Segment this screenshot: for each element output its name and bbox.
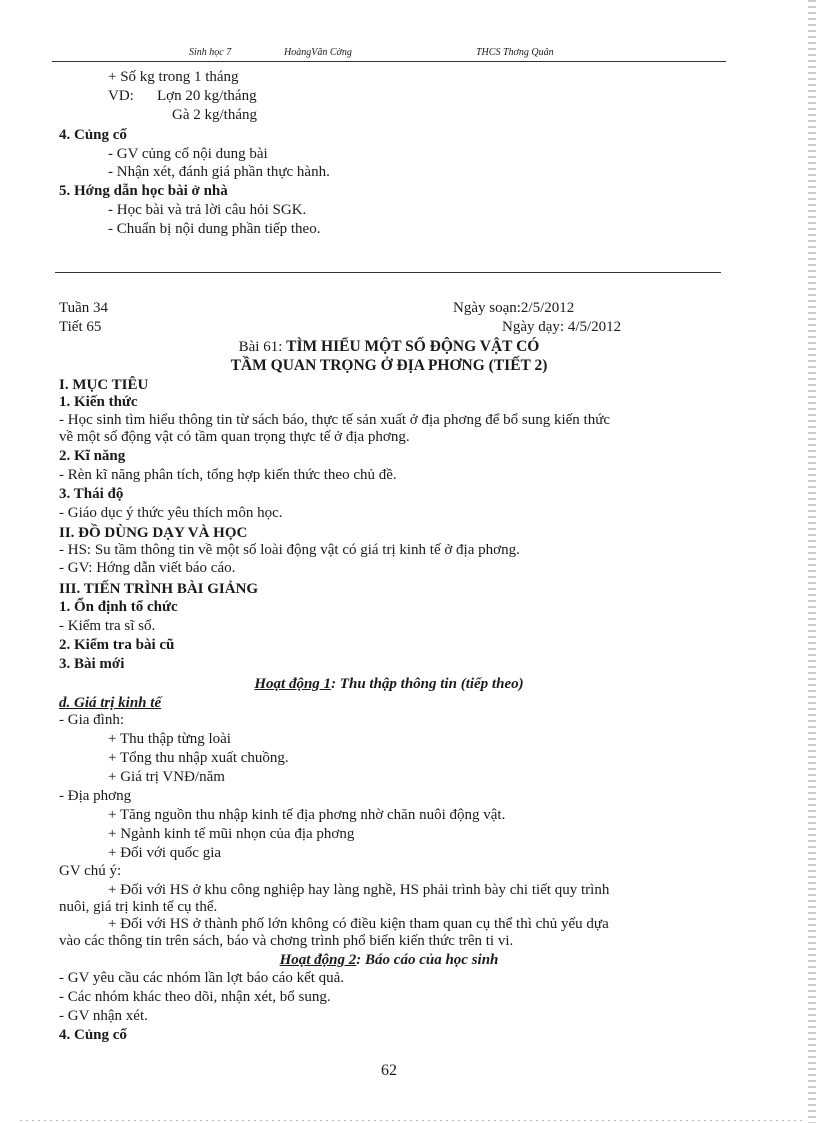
section-heading: III. TIẾN TRÌNH BÀI GIẢNG: [59, 581, 259, 597]
activity-1-heading: [52, 675, 726, 693]
activity-2-label: Hoạt động 2: [279, 952, 357, 968]
period-label: Tiết 65: [59, 319, 102, 335]
vd-label: VD:: [108, 88, 134, 104]
text-line: - Học sinh tìm hiểu thông tin từ sách báo, thực tế sản xuất ở địa phơng để bổ sung kiến thức: [59, 412, 610, 428]
subsection-heading: 1. Ổn định tổ chức: [59, 599, 178, 615]
activity-1-title: : Thu thập thông tin (tiếp theo): [331, 676, 524, 692]
text-line: - GV củng cố nội dung bài: [108, 146, 268, 162]
activity-1-label: Hoạt động 1: [254, 676, 332, 692]
text-line: - GV: Hớng dẫn viết báo cáo.: [59, 560, 236, 576]
text-line: - GV nhận xét.: [59, 1008, 148, 1024]
text-line: - Các nhóm khác theo dõi, nhận xét, bổ sung.: [59, 989, 331, 1005]
text-line: + Tăng nguồn thu nhập kinh tế địa phơng nhờ chăn nuôi động vật.: [108, 807, 506, 823]
text-line: - HS: Su tầm thông tin về một số loài động vật có giá trị kinh tế ở địa phơng.: [59, 542, 520, 558]
text-line: nuôi, giá trị kinh tế cụ thể.: [59, 899, 218, 915]
week-label: Tuần 34: [59, 300, 109, 316]
text-line: - Kiểm tra sĩ số.: [59, 618, 156, 634]
lesson-title-line1: TÌM HIỂU MỘT SỐ ĐỘNG VẬT CÓ: [286, 338, 540, 355]
text-line: + Đối với HS ở khu công nghiệp hay làng nghề, HS phải trình bày chi tiết quy trình: [108, 882, 610, 898]
text-line: + Giá trị VNĐ/năm: [108, 769, 225, 785]
text-line: vào các thông tin trên sách, báo và chơng trình phổ biến kiến thức trên ti vi.: [59, 933, 514, 949]
header-teacher: HoàngVăn Cờng: [284, 47, 352, 58]
section-heading: 5. Hớng dẫn học bài ở nhà: [59, 183, 228, 199]
text-line: về một số động vật có tầm quan trọng thực tế ở địa phơng.: [59, 429, 410, 445]
subsection-heading: 2. Kiểm tra bài cũ: [59, 637, 175, 653]
subsection-heading: 2. Kĩ năng: [59, 448, 126, 464]
subsection-heading: 3. Thái độ: [59, 486, 124, 502]
text-line: - Chuẩn bị nội dung phần tiếp theo.: [108, 221, 321, 237]
page-number: 62: [381, 1062, 397, 1079]
text-line: GV chú ý:: [59, 863, 122, 879]
section-heading: 4. Củng cố: [59, 127, 127, 143]
text-line: - Gia đình:: [59, 712, 124, 728]
activity-2-heading: [52, 951, 726, 969]
lesson-title: [52, 338, 726, 356]
page-border-right: [808, 0, 816, 1123]
text-line: - Học bài và trả lời câu hỏi SGK.: [108, 202, 307, 218]
section-heading: II. ĐỒ DÙNG DẠY VÀ HỌC: [59, 525, 248, 541]
text-line: + Số kg trong 1 tháng: [108, 69, 239, 85]
text-line: Lợn 20 kg/tháng: [157, 88, 257, 104]
header-subject: Sinh học 7: [189, 47, 232, 58]
text-line: + Đối với quốc gia: [108, 845, 222, 861]
page-border-bottom: [20, 1120, 804, 1121]
text-line: Gà 2 kg/tháng: [172, 107, 257, 123]
section-divider: [55, 272, 721, 273]
text-line: + Thu thập từng loài: [108, 731, 231, 747]
activity-2-title: : Báo cáo của học sinh: [356, 952, 499, 968]
text-line: - GV yêu cầu các nhóm lần lợt báo cáo kết quả.: [59, 970, 345, 986]
subsection-heading: 1. Kiến thức: [59, 394, 138, 410]
text-line: + Ngành kinh tế mũi nhọn của địa phơng: [108, 826, 355, 842]
text-line: - Nhận xét, đánh giá phần thực hành.: [108, 164, 330, 180]
subsection-heading: d. Giá trị kinh tế: [59, 695, 162, 711]
teach-date: Ngày dạy: 4/5/2012: [502, 319, 622, 335]
lesson-number: Bài 61:: [238, 339, 287, 355]
text-line: - Giáo dục ý thức yêu thích môn học.: [59, 505, 283, 521]
prep-date: Ngày soạn:2/5/2012: [453, 300, 575, 316]
subsection-heading: 3. Bài mới: [59, 656, 125, 672]
header-school: THCS Thơng Quân: [476, 47, 554, 58]
text-line: + Tổng thu nhập xuất chuồng.: [108, 750, 289, 766]
lesson-title-line2: TẦM QUAN TRỌNG Ở ĐỊA PHƠNG (TIẾT 2): [230, 357, 548, 374]
section-heading: I. MỤC TIÊU: [59, 377, 149, 393]
text-line: + Đối với HS ở thành phố lớn không có điều kiện tham quan cụ thể thì chủ yếu dựa: [108, 916, 609, 932]
text-line: - Rèn kĩ năng phân tích, tổng hợp kiến thức theo chủ đề.: [59, 467, 397, 483]
text-line: - Địa phơng: [59, 788, 132, 804]
subsection-heading: 4. Củng cố: [59, 1027, 127, 1043]
page-header: [52, 47, 726, 62]
